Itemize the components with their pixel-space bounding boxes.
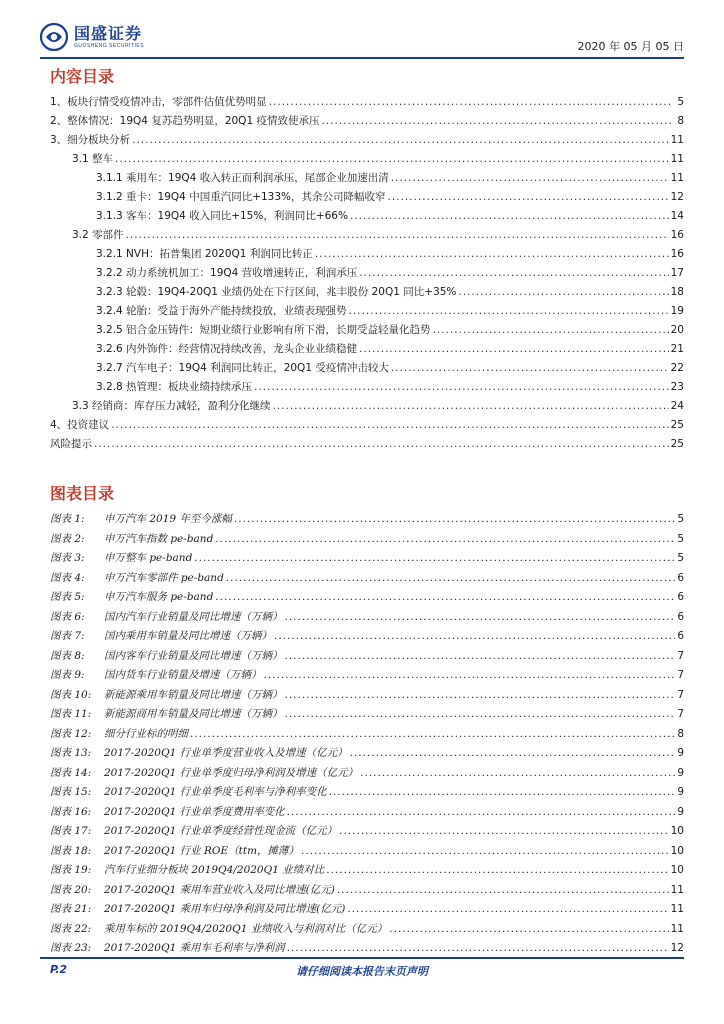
figure-entry-label: 新能源商用车销量及同比增速（万辆） — [104, 708, 283, 720]
toc-entry-label: 3.2.7 汽车电子：19Q4 利润同比转正，20Q1 受疫情冲击较大 — [96, 362, 389, 374]
figure-entry[interactable] — [50, 901, 684, 921]
toc-entry[interactable] — [50, 322, 684, 341]
toc-entry[interactable] — [50, 246, 684, 265]
toc-entry-label: 3.3 经销商：库存压力减轻，盈利分化继续 — [72, 400, 271, 412]
footer-disclaimer: 请仔细阅读本报告末页声明 — [296, 965, 428, 978]
toc-entry-page: 23 — [670, 381, 684, 393]
figure-leader-dots — [287, 942, 669, 954]
figure-entry-number: 图表 11: — [50, 708, 92, 720]
figure-entry-page: 10 — [670, 825, 684, 837]
figure-entry-label: 2017-2020Q1 行业单季度费用率变化 — [104, 805, 285, 818]
toc-entry-label: 3.2.6 内外饰件：经营情况持续改善，龙头企业业绩稳健 — [96, 343, 358, 355]
figure-leader-dots — [234, 513, 675, 525]
toc-leader-dots — [458, 286, 668, 298]
figure-entry-number: 图表 14: — [50, 766, 92, 779]
figure-entry-page: 6 — [677, 571, 684, 584]
figure-entry[interactable] — [50, 706, 684, 726]
figure-leader-dots — [360, 767, 675, 779]
figure-leader-dots — [194, 552, 675, 564]
toc-entry[interactable] — [50, 189, 684, 208]
toc-entry-label: 3.2.3 轮毂：19Q4-20Q1 业绩仍处在下行区间，兆丰股份 20Q1 同比+35% — [96, 286, 457, 298]
toc-entry[interactable] — [50, 284, 684, 303]
figure-entry-label: 2017-2020Q1 行业单季度营业收入及增速（亿元） — [104, 747, 348, 759]
figure-entry-label: 2017-2020Q1 行业单季度归母净利润及增速（亿元） — [104, 766, 359, 779]
figure-entry-label: 国内客车行业销量及同比增速（万辆） — [104, 649, 283, 662]
figure-entry-label: 2017-2020Q1 行业 ROE（ttm，摊薄） — [104, 844, 300, 857]
figure-entry-label: 2017-2020Q1 乘用车归母净利润及同比增速(亿元) — [104, 903, 346, 915]
toc-entry[interactable] — [50, 208, 684, 227]
toc-leader-dots — [132, 134, 668, 146]
figure-leader-dots — [350, 747, 676, 759]
figure-entry-label: 新能源乘用车销量及同比增速（万辆） — [104, 688, 283, 701]
toc-entry[interactable] — [50, 132, 684, 151]
figure-leader-dots — [285, 611, 676, 623]
figure-entry-page: 5 — [677, 532, 684, 545]
toc-leader-dots — [359, 343, 669, 355]
figure-leader-dots — [226, 572, 676, 584]
figure-entry-number: 图表 21: — [50, 903, 92, 915]
figure-list-title: 图表目录 — [50, 484, 115, 503]
figure-entry[interactable] — [50, 550, 684, 570]
toc-entry-page: 17 — [670, 267, 684, 279]
toc-leader-dots — [321, 115, 672, 127]
toc-entry[interactable] — [50, 170, 684, 189]
figure-entry-page: 6 — [677, 591, 684, 603]
toc-entry[interactable] — [50, 436, 684, 455]
figure-entry[interactable] — [50, 687, 684, 707]
page-number: P.2 — [50, 963, 68, 976]
figure-entry-number: 图表 15: — [50, 786, 92, 798]
figure-leader-dots — [287, 806, 676, 818]
toc-entry-page: 25 — [670, 419, 684, 431]
figure-leader-dots — [347, 903, 668, 915]
toc-entry-page: 11 — [670, 134, 684, 146]
figure-entry[interactable] — [50, 531, 684, 551]
figure-entry-page: 9 — [677, 747, 684, 759]
toc-entry-page: 8 — [677, 115, 684, 127]
figure-entry-page: 9 — [677, 786, 684, 798]
toc-entry[interactable] — [50, 227, 684, 246]
toc-entry-page: 5 — [677, 96, 684, 108]
figure-entry-number: 图表 17: — [50, 825, 92, 837]
figure-leader-dots — [215, 591, 675, 603]
figure-entry-page: 5 — [677, 552, 684, 564]
toc-leader-dots — [433, 324, 669, 336]
figure-entry-page: 6 — [677, 610, 684, 623]
toc-entry[interactable] — [50, 341, 684, 360]
toc-leader-dots — [391, 362, 669, 374]
report-date: 2020 年 05 月 05 日 — [577, 40, 684, 53]
figure-entry-page: 11 — [670, 883, 684, 896]
figure-entry[interactable] — [50, 726, 684, 746]
figure-entry-number: 图表 4: — [50, 571, 85, 584]
toc-entry-label: 3.1.1 乘用车：19Q4 收入转正而利润承压，尾部企业加速出清 — [96, 172, 389, 184]
figure-entry-label: 2017-2020Q1 乘用车毛利率与净利润 — [104, 942, 285, 954]
figure-entry-page: 8 — [677, 727, 684, 740]
figure-entry-number: 图表 6: — [50, 610, 85, 623]
toc-entry-page: 25 — [670, 438, 684, 450]
figure-entry-label: 2017-2020Q1 乘用车营业收入及同比增速(亿元) — [104, 883, 335, 896]
figure-entry-number: 图表 7: — [50, 630, 85, 642]
figure-list — [50, 511, 684, 960]
toc-entry-label: 3、细分板块分析 — [50, 134, 131, 146]
toc-entry-label: 3.2.2 动力系统机加工：19Q4 营收增速转正，利润承压 — [96, 267, 358, 279]
figure-entry-page: 9 — [677, 766, 684, 779]
toc-entry-page: 14 — [670, 210, 684, 222]
toc-entry[interactable] — [50, 360, 684, 379]
footer-divider — [40, 957, 684, 959]
figure-entry-number: 图表 1: — [50, 513, 85, 525]
toc-entry-page: 21 — [670, 343, 684, 355]
figure-entry-page: 9 — [677, 805, 684, 818]
figure-entry[interactable] — [50, 589, 684, 609]
figure-entry[interactable] — [50, 765, 684, 785]
toc-entry-label: 3.2.1 NVH：拓普集团 2020Q1 利润同比转正 — [96, 248, 313, 260]
toc-entry-page: 20 — [670, 324, 684, 336]
toc-entry-label: 风险提示 — [50, 438, 92, 450]
figure-entry-number: 图表 22: — [50, 922, 92, 935]
toc-entry-label: 3.1.3 客车：19Q4 收入同比+15%，利润同比+66% — [96, 210, 348, 222]
figure-entry-number: 图表 10: — [50, 688, 92, 701]
figure-entry-page: 7 — [677, 688, 684, 701]
toc-leader-dots — [359, 267, 668, 279]
toc-leader-dots — [315, 248, 669, 260]
toc-entry[interactable] — [50, 398, 684, 417]
figure-entry-number: 图表 3: — [50, 552, 85, 564]
figure-leader-dots — [337, 884, 669, 896]
logo-en: GUOSHENG SECURITIES — [74, 43, 145, 49]
toc-entry[interactable] — [50, 151, 684, 170]
toc-entry[interactable] — [50, 113, 684, 132]
toc-entry[interactable] — [50, 379, 684, 398]
figure-entry[interactable] — [50, 511, 684, 531]
toc-entry[interactable] — [50, 265, 684, 284]
figure-entry-number: 图表 9: — [50, 669, 85, 681]
toc-entry-page: 24 — [670, 400, 684, 412]
toc-leader-dots — [115, 153, 669, 165]
toc-leader-dots — [111, 419, 668, 431]
figure-entry-label: 2017-2020Q1 行业单季度毛利率与净利率变化 — [104, 786, 327, 798]
figure-entry-page: 5 — [677, 513, 684, 525]
toc-leader-dots — [94, 438, 669, 450]
toc-entry-label: 3.2.8 热管理：板块业绩持续承压 — [96, 381, 253, 393]
figure-entry[interactable] — [50, 843, 684, 863]
company-logo — [40, 22, 144, 52]
figure-entry[interactable] — [50, 628, 684, 648]
figure-entry-label: 申万汽车 2019 年至今涨幅 — [104, 513, 232, 525]
figure-entry-number: 图表 16: — [50, 805, 92, 818]
table-of-contents — [50, 94, 684, 455]
figure-entry[interactable] — [50, 667, 684, 687]
toc-title: 内容目录 — [50, 67, 115, 86]
toc-entry-label: 3.1 整车 — [72, 153, 114, 165]
figure-entry[interactable] — [50, 648, 684, 668]
toc-entry-page: 11 — [670, 153, 684, 165]
figure-entry-number: 图表 2: — [50, 532, 85, 545]
figure-entry[interactable] — [50, 784, 684, 804]
toc-entry[interactable] — [50, 303, 684, 322]
figure-entry[interactable] — [50, 882, 684, 902]
toc-entry[interactable] — [50, 417, 684, 436]
toc-entry[interactable] — [50, 94, 684, 113]
toc-entry-label: 2、整体情况：19Q4 复苏趋势明显，20Q1 疫情致使承压 — [50, 115, 320, 127]
figure-entry[interactable] — [50, 823, 684, 843]
toc-entry-page: 12 — [670, 191, 684, 203]
figure-entry-label: 申万汽车零部件 pe-band — [104, 571, 224, 584]
figure-entry[interactable] — [50, 921, 684, 941]
toc-entry-page: 18 — [670, 286, 684, 298]
figure-entry-label: 国内乘用车销量及同比增速（万辆） — [104, 630, 272, 642]
toc-leader-dots — [254, 381, 669, 393]
toc-entry-label: 3.2.4 轮胎：受益于海外产能持续投放，业绩表现强势 — [96, 305, 347, 317]
toc-leader-dots — [269, 96, 672, 108]
logo-cn: 国盛证券 — [74, 24, 143, 43]
toc-entry-label: 3.1.2 重卡：19Q4 中国重汽同比+133%，其余公司降幅收窄 — [96, 191, 386, 203]
toc-entry-page: 19 — [670, 305, 684, 317]
figure-entry-label: 国内货车行业销量及增速（万辆） — [104, 669, 262, 681]
toc-entry-label: 4、投资建议 — [50, 419, 110, 431]
toc-entry-label: 3.2 零部件 — [72, 229, 124, 241]
figure-leader-dots — [329, 786, 676, 798]
toc-entry-page: 16 — [670, 248, 684, 260]
toc-entry-label: 3.2.5 铝合金压铸件：短期业绩行业影响有所下滑，长期受益轻量化趋势 — [96, 324, 431, 336]
figure-entry-number: 图表 19: — [50, 864, 92, 876]
figure-entry[interactable] — [50, 609, 684, 629]
figure-entry-label: 汽车行业细分板块 2019Q4/2020Q1 业绩对比 — [104, 864, 325, 876]
figure-leader-dots — [301, 845, 669, 857]
figure-entry-number: 图表 20: — [50, 883, 92, 896]
figure-entry-page: 6 — [677, 630, 684, 642]
figure-entry-page: 10 — [670, 864, 684, 876]
figure-entry-label: 国内汽车行业销量及同比增速（万辆） — [104, 610, 283, 623]
figure-entry-label: 细分行业标的明细 — [104, 727, 188, 740]
figure-entry-number: 图表 8: — [50, 649, 85, 662]
figure-entry[interactable] — [50, 570, 684, 590]
figure-entry-number: 图表 12: — [50, 727, 92, 740]
figure-leader-dots — [264, 669, 676, 681]
page-header — [40, 18, 684, 58]
figure-entry-page: 10 — [670, 844, 684, 857]
figure-entry-number: 图表 18: — [50, 844, 92, 857]
figure-entry[interactable] — [50, 804, 684, 824]
toc-entry-label: 1、板块行情受疫情冲击，零部件估值优势明显 — [50, 96, 267, 108]
figure-entry-label: 申万汽车指数 pe-band — [104, 532, 214, 545]
toc-leader-dots — [388, 191, 669, 203]
figure-leader-dots — [326, 864, 668, 876]
figure-entry-label: 乘用车标的 2019Q4/2020Q1 业绩收入与利润对比（亿元） — [104, 922, 388, 935]
figure-entry-page: 7 — [677, 708, 684, 720]
figure-leader-dots — [215, 533, 675, 545]
figure-entry[interactable] — [50, 862, 684, 882]
toc-entry-page: 22 — [670, 362, 684, 374]
toc-leader-dots — [391, 172, 669, 184]
figure-entry-label: 申万汽车服务 pe-band — [104, 591, 214, 603]
toc-leader-dots — [126, 229, 669, 241]
toc-leader-dots — [273, 400, 669, 412]
figure-leader-dots — [389, 923, 668, 935]
figure-leader-dots — [339, 825, 669, 837]
figure-entry-page: 11 — [670, 903, 684, 915]
figure-leader-dots — [285, 689, 676, 701]
toc-entry-page: 11 — [670, 172, 684, 184]
toc-entry-page: 16 — [670, 229, 684, 241]
figure-entry-page: 7 — [677, 649, 684, 662]
figure-entry[interactable] — [50, 745, 684, 765]
figure-entry-number: 图表 5: — [50, 591, 85, 603]
logo-icon — [40, 23, 68, 51]
figure-entry-label: 申万整车 pe-band — [104, 552, 193, 564]
figure-entry-page: 7 — [677, 669, 684, 681]
figure-entry-number: 图表 13: — [50, 747, 92, 759]
toc-leader-dots — [349, 305, 669, 317]
figure-entry-page: 12 — [670, 942, 684, 954]
toc-leader-dots — [350, 210, 669, 222]
figure-entry-number: 图表 23: — [50, 942, 92, 954]
figure-leader-dots — [190, 728, 675, 740]
figure-leader-dots — [285, 708, 676, 720]
figure-entry-page: 11 — [670, 922, 684, 935]
header-divider — [40, 57, 684, 59]
figure-leader-dots — [274, 630, 675, 642]
figure-leader-dots — [285, 650, 676, 662]
figure-entry-label: 2017-2020Q1 行业单季度经营性现金流（亿元） — [104, 825, 338, 837]
